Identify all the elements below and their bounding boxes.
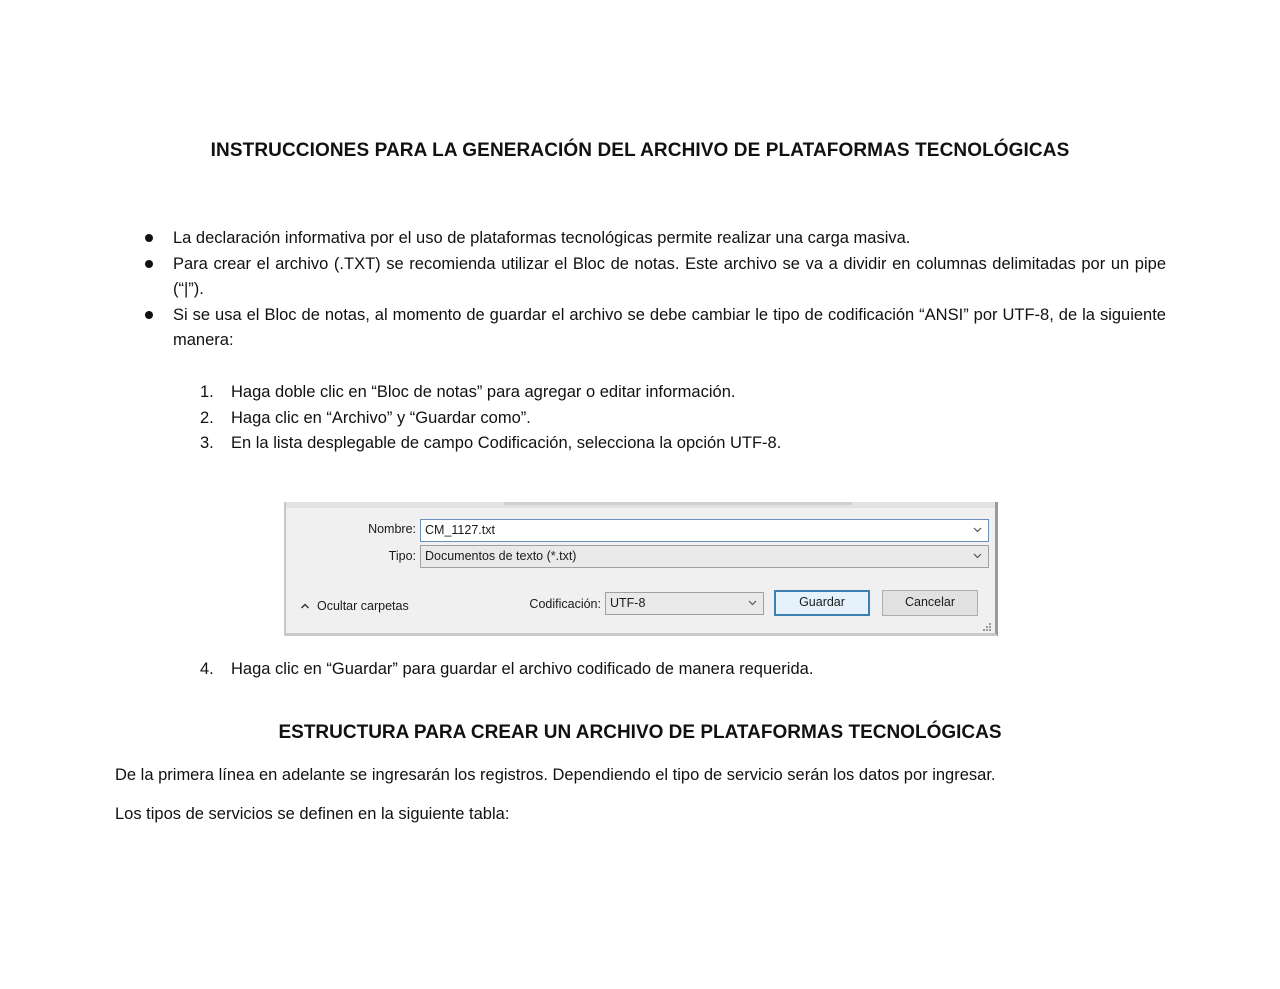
file-type-value: Documentos de texto (*.txt) — [425, 549, 577, 563]
step-number: 1. — [200, 383, 214, 401]
step-number: 4. — [200, 660, 214, 678]
hide-folders-toggle[interactable] — [300, 599, 409, 613]
dialog-top-strip — [286, 502, 995, 508]
step-item — [200, 431, 781, 457]
step-item — [200, 380, 781, 406]
step-text: Haga doble clic en “Bloc de notas” para agregar o editar información. — [231, 383, 736, 401]
document-title: INSTRUCCIONES PARA LA GENERACIÓN DEL ARCHIVO DE PLATAFORMAS TECNOLÓGICAS — [210, 140, 1070, 161]
encoding-select[interactable] — [605, 592, 764, 615]
instructions-bullet-list — [144, 226, 1166, 354]
step-text: Haga clic en “Archivo” y “Guardar como”. — [231, 408, 531, 427]
section-title: ESTRUCTURA PARA CREAR UN ARCHIVO DE PLATAFORMAS TECNOLÓGICAS — [278, 722, 1002, 743]
step-text: En la lista desplegable de campo Codificación, selecciona la opción UTF-8. — [231, 434, 782, 452]
file-type-select[interactable] — [420, 545, 989, 568]
bullet-item: Para crear el archivo (.TXT) se recomienda utilizar el Bloc de notas. Este archivo se va a dividir en columnas delimitadas por un pipe (“|”). — [144, 252, 1166, 303]
resize-grip-icon[interactable] — [982, 621, 992, 631]
save-button[interactable]: Guardar — [774, 590, 870, 616]
file-name-value: CM_1127.txt — [425, 523, 495, 537]
step-text: Haga clic en “Guardar” para guardar el archivo codificado de manera requerida. — [231, 660, 814, 678]
paragraph: De la primera línea en adelante se ingresarán los registros. Dependiendo el tipo de servicio serán los datos por ingresar. — [115, 766, 996, 784]
step-number: 3. — [200, 434, 214, 452]
chevron-up-icon — [300, 601, 310, 611]
save-dialog-screenshot — [284, 502, 998, 636]
bullet-item: La declaración informativa por el uso de plataformas tecnológicas permite realizar una carga masiva. — [144, 226, 1166, 252]
chevron-down-icon[interactable] — [972, 524, 983, 535]
step-number: 2. — [200, 408, 214, 427]
hide-folders-label: Ocultar carpetas — [317, 599, 409, 613]
file-name-input[interactable] — [420, 519, 989, 542]
encoding-label: Codificación: — [529, 597, 601, 611]
steps-list — [200, 380, 781, 457]
encoding-value: UTF-8 — [610, 596, 646, 610]
bullet-item: Si se usa el Bloc de notas, al momento de guardar el archivo se debe cambiar le tipo de codificación “ANSI” por UTF-8, de la siguiente manera: — [144, 303, 1166, 354]
name-label: Nombre: — [368, 522, 416, 536]
step-item — [200, 657, 813, 683]
cancel-button[interactable]: Cancelar — [882, 590, 978, 616]
chevron-down-icon[interactable] — [972, 550, 983, 561]
chevron-down-icon[interactable] — [747, 597, 758, 608]
type-label: Tipo: — [388, 549, 416, 563]
paragraph: Los tipos de servicios se definen en la siguiente tabla: — [115, 805, 510, 823]
step-item — [200, 406, 781, 432]
